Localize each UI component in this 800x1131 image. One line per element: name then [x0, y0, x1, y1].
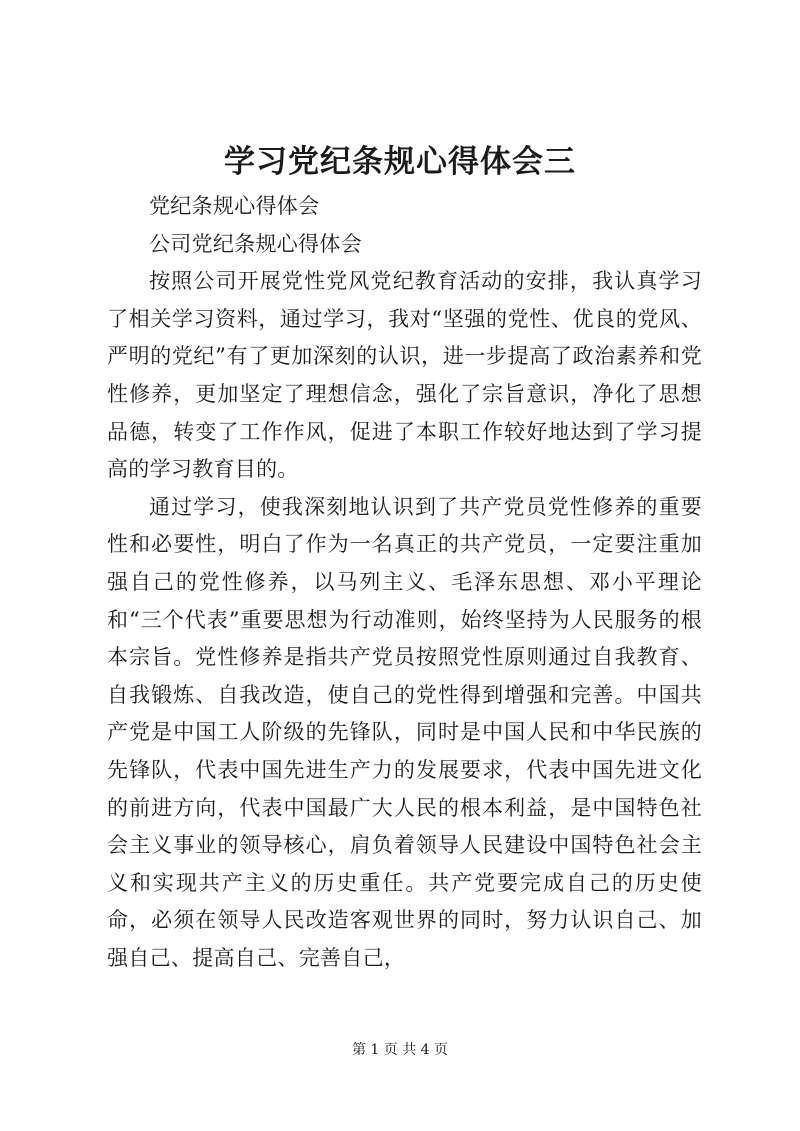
subtitle-paragraph: 公司党纪条规心得体会: [149, 231, 362, 256]
body-paragraph: 按照公司开展党性党风党纪教育活动的安排，我认真学习了相关学习资料，通过学习，我对“坚强的党性、优良的党风、严明的党纪”有了更加深刻的认识，进一步提高了政治素养和党性修养，更加坚定了理想信念，强化了宗旨意识，净化了思想品德，转变了工作作风，促进了本职工作较好地达到了学习提高的学习教育目的。: [107, 269, 702, 482]
document-body: [107, 188, 702, 977]
subtitle-paragraph: 党纪条规心得体会: [149, 194, 320, 218]
body-paragraph: 通过学习，使我深刻地认识到了共产党员党性修养的重要性和必要性，明白了作为一名真正的共产党员，一定要注重加强自己的党性修养，以马列主义、毛泽东思想、邓小平理论和“三个代表”重要思想为行动准则，始终坚持为人民服务的根本宗旨。党性修养是指共产党员按照党性原则通过自我教育、自我锻炼、自我改造，使自己的党性得到增强和完善。中国共产党是中国工人阶级的先锋队，同时是中国人民和中华民族的先锋队，代表中国先进生产力的发展要求，代表中国先进文化的前进方向，代表中国最广大人民的根本利益，是中国特色社会主义事业的领导核心，肩负着领导人民建设中国特色社会主义和实现共产主义的历史重任。共产党要完成自己的历史使命，必须在领导人民改造客观世界的同时，努力认识自己、加强自己、提高自己、完善自己，: [107, 494, 702, 970]
page-title: 学习党纪条规心得体会三: [224, 144, 576, 180]
page-number-footer: 第 1 页 共 4 页: [351, 1042, 449, 1058]
